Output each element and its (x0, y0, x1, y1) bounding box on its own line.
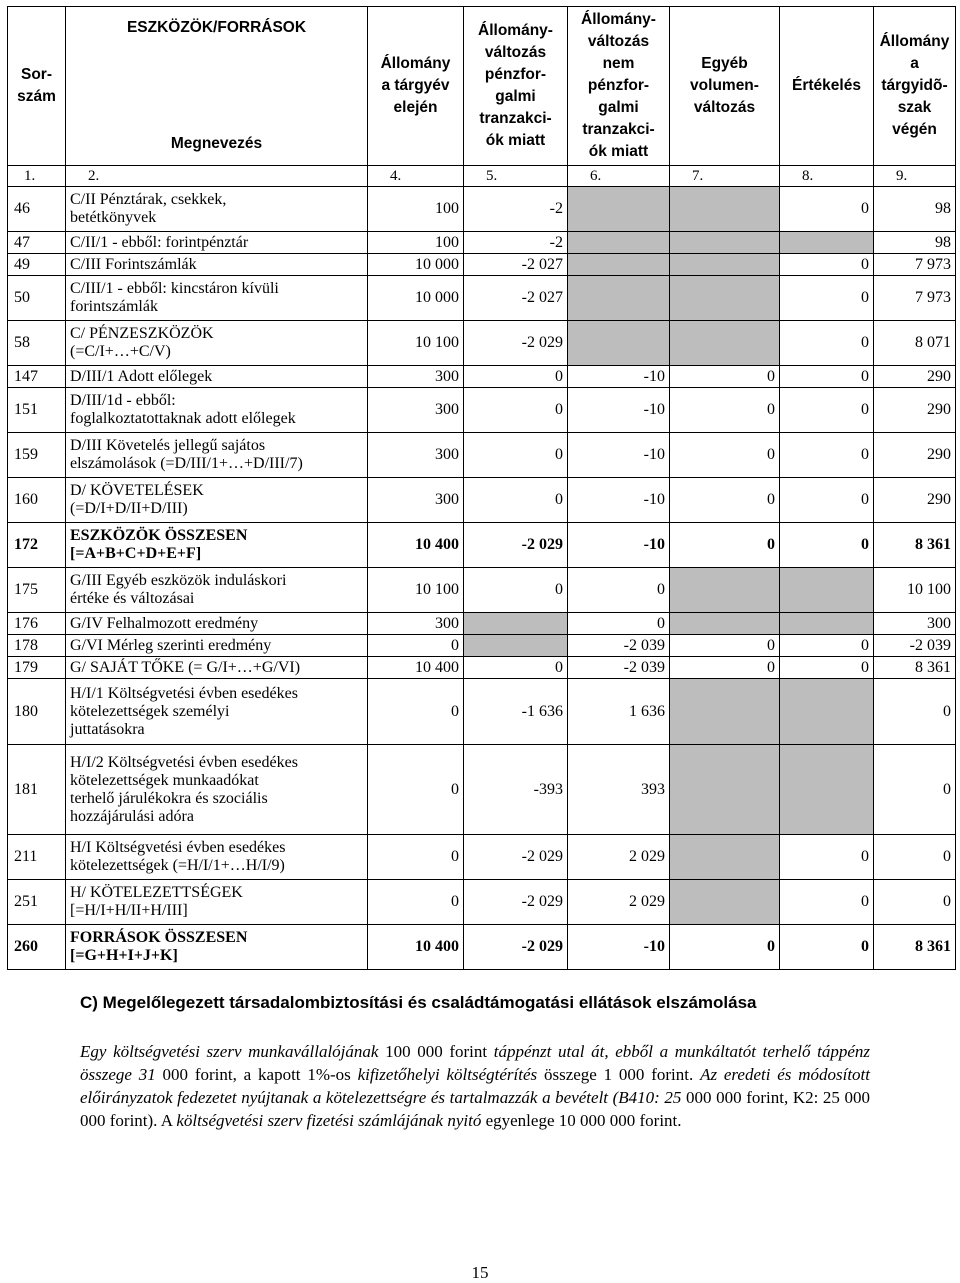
row-label: H/I/1 Költségvetési évben esedékes kötelezettségek személyi juttatásokra (66, 679, 368, 745)
cell-col9: 8 361 (874, 925, 956, 970)
cell-col5: 0 (464, 568, 568, 613)
cell-col4: 300 (368, 478, 464, 523)
cell-col9: 8 361 (874, 657, 956, 679)
cell-col9: 0 (874, 745, 956, 835)
table-row (8, 254, 956, 276)
cell-col6: 393 (568, 745, 670, 835)
colnum-7: 7. (670, 166, 780, 187)
cell-col6: 0 (568, 568, 670, 613)
cell-col8: 0 (780, 433, 874, 478)
para-s10: egyenlege 10 000 000 forint. (481, 1111, 682, 1130)
cell-col7 (670, 232, 780, 254)
cell-col6: -2 039 (568, 635, 670, 657)
cell-col5: 0 (464, 366, 568, 388)
table-row (8, 523, 956, 568)
cell-col7: 0 (670, 925, 780, 970)
colnum-2: 2. (66, 166, 368, 187)
cell-col4: 10 100 (368, 321, 464, 366)
cell-col5: 0 (464, 388, 568, 433)
cell-col9: 290 (874, 366, 956, 388)
row-number: 46 (8, 187, 66, 232)
row-number: 179 (8, 657, 66, 679)
cell-col9: 7 973 (874, 276, 956, 321)
cell-col9: 0 (874, 835, 956, 880)
cell-col7: 0 (670, 388, 780, 433)
para-s2: 100 000 forint (385, 1042, 494, 1061)
cell-col6 (568, 276, 670, 321)
section-heading: C) Megelőlegezett társadalombiztosítási és családtámogatási ellátások elszámolása (80, 993, 757, 1012)
cell-col8 (780, 679, 874, 745)
row-label: D/III/1 Adott előlegek (66, 366, 368, 388)
row-label: C/III Forintszámlák (66, 254, 368, 276)
colnum-9: 9. (874, 166, 956, 187)
cell-col4: 100 (368, 232, 464, 254)
cell-col7 (670, 745, 780, 835)
table-row (8, 657, 956, 679)
header-row (8, 7, 956, 166)
row-label: C/III/1 - ebből: kincstáron kívüli forintszámlák (66, 276, 368, 321)
cell-col6: -2 039 (568, 657, 670, 679)
cell-col4: 100 (368, 187, 464, 232)
cell-col9: 7 973 (874, 254, 956, 276)
cell-col8 (780, 745, 874, 835)
row-label: G/ SAJÁT TŐKE (= G/I+…+G/VI) (66, 657, 368, 679)
cell-col7: 0 (670, 523, 780, 568)
cell-col8: 0 (780, 366, 874, 388)
row-label: C/ PÉNZESZKÖZÖK (=C/I+…+C/V) (66, 321, 368, 366)
header-ertekeles: Értékelés (780, 7, 874, 166)
cell-col4: 10 100 (368, 568, 464, 613)
cell-col9: 10 100 (874, 568, 956, 613)
table-row (8, 232, 956, 254)
table-row (8, 433, 956, 478)
table-row (8, 679, 956, 745)
cell-col8: 0 (780, 657, 874, 679)
cell-col8: 0 (780, 835, 874, 880)
header-egyeb-volumen: Egyéb volumen- változás (670, 7, 780, 166)
cell-col4: 300 (368, 366, 464, 388)
cell-col6: -10 (568, 388, 670, 433)
cell-col8: 0 (780, 276, 874, 321)
cell-col5 (464, 613, 568, 635)
cell-col7: 0 (670, 635, 780, 657)
cell-col6 (568, 321, 670, 366)
row-label: FORRÁSOK ÖSSZESEN [=G+H+I+J+K] (66, 925, 368, 970)
row-number: 49 (8, 254, 66, 276)
cell-col9: 290 (874, 388, 956, 433)
row-label: D/III Követelés jellegű sajátos elszámolások (=D/III/1+…+D/III/7) (66, 433, 368, 478)
cell-col7: 0 (670, 366, 780, 388)
row-number: 160 (8, 478, 66, 523)
cell-col8: 0 (780, 523, 874, 568)
row-number: 251 (8, 880, 66, 925)
cell-col8: 0 (780, 388, 874, 433)
cell-col6: 2 029 (568, 835, 670, 880)
cell-col4: 0 (368, 835, 464, 880)
cell-col8: 0 (780, 925, 874, 970)
row-label: H/ KÖTELEZETTSÉGEK [=H/I+H/II+H/III] (66, 880, 368, 925)
table-row (8, 478, 956, 523)
cell-col9: 98 (874, 187, 956, 232)
cell-col4: 10 400 (368, 657, 464, 679)
balance-table (7, 6, 956, 970)
row-number: 178 (8, 635, 66, 657)
cell-col5: -2 029 (464, 925, 568, 970)
cell-col4: 10 000 (368, 276, 464, 321)
header-megnevezes-label: Megnevezés (170, 135, 263, 152)
table-row (8, 187, 956, 232)
cell-col7 (670, 254, 780, 276)
balance-table-container (7, 6, 955, 970)
cell-col5: -393 (464, 745, 568, 835)
header-eszkozok-forrasok: ESZKÖZÖK/FORRÁSOK (126, 19, 307, 36)
table-row (8, 745, 956, 835)
cell-col8 (780, 613, 874, 635)
row-label: H/I/2 Költségvetési évben esedékes kötelezettségek munkaadókat terhelő járulékokra és szociális hozzájárulási adóra (66, 745, 368, 835)
row-label: D/ KÖVETELÉSEK (=D/I+D/II+D/III) (66, 478, 368, 523)
row-number: 47 (8, 232, 66, 254)
row-label: C/II/1 - ebből: forintpénztár (66, 232, 368, 254)
cell-col5: -2 029 (464, 835, 568, 880)
row-number: 172 (8, 523, 66, 568)
cell-col9: 0 (874, 679, 956, 745)
para-s9: költségvetési szerv fizetési számlájának nyitó (176, 1111, 482, 1130)
table-row (8, 568, 956, 613)
cell-col9: 290 (874, 433, 956, 478)
cell-col5: -2 029 (464, 321, 568, 366)
para-s5: kifizetőhelyi költségtérítés (357, 1065, 538, 1084)
cell-col4: 300 (368, 613, 464, 635)
para-s1: Egy költségvetési szerv munkavállalójának (80, 1042, 386, 1061)
row-number: 176 (8, 613, 66, 635)
cell-col4: 0 (368, 745, 464, 835)
cell-col9: 300 (874, 613, 956, 635)
row-label: G/III Egyéb eszközök induláskori értéke és változásai (66, 568, 368, 613)
para-s6: összege 1 000 forint. (537, 1065, 701, 1084)
cell-col4: 10 400 (368, 925, 464, 970)
cell-col7 (670, 568, 780, 613)
header-megnevezes (66, 7, 368, 166)
cell-col5: -2 027 (464, 254, 568, 276)
row-number: 58 (8, 321, 66, 366)
header-allomany-vegen: Állomány a tárgyidõ- szak végén (874, 7, 956, 166)
cell-col7 (670, 187, 780, 232)
cell-col6: 1 636 (568, 679, 670, 745)
row-number: 175 (8, 568, 66, 613)
cell-col5: -2 (464, 187, 568, 232)
cell-col5: -2 029 (464, 880, 568, 925)
table-row (8, 321, 956, 366)
para-s4: 000 forint, a kapott 1%-os (162, 1065, 358, 1084)
cell-col6: -10 (568, 433, 670, 478)
row-label: G/IV Felhalmozott eredmény (66, 613, 368, 635)
cell-col8: 0 (780, 254, 874, 276)
row-label: ESZKÖZÖK ÖSSZESEN [=A+B+C+D+E+F] (66, 523, 368, 568)
cell-col9: 8 361 (874, 523, 956, 568)
cell-col4: 300 (368, 433, 464, 478)
cell-col4: 10 400 (368, 523, 464, 568)
cell-col4: 0 (368, 880, 464, 925)
cell-col7: 0 (670, 657, 780, 679)
cell-col5: -2 027 (464, 276, 568, 321)
row-label: C/II Pénztárak, csekkek, betétkönyvek (66, 187, 368, 232)
cell-col6: -10 (568, 925, 670, 970)
column-number-row (8, 166, 956, 187)
cell-col8: 0 (780, 478, 874, 523)
cell-col5: 0 (464, 433, 568, 478)
row-label: D/III/1d - ebből: foglalkoztatottaknak adott előlegek (66, 388, 368, 433)
table-row (8, 366, 956, 388)
cell-col8 (780, 232, 874, 254)
header-nem-penzforgalmi: Állomány- változás nem pénzfor- galmi tranzakci- ók miatt (568, 7, 670, 166)
cell-col9: 8 071 (874, 321, 956, 366)
header-sorszam: Sor- szám (8, 7, 66, 166)
row-number: 159 (8, 433, 66, 478)
row-number: 181 (8, 745, 66, 835)
cell-col9: 0 (874, 880, 956, 925)
row-label: H/I Költségvetési évben esedékes kötelezettségek (=H/I/1+…H/I/9) (66, 835, 368, 880)
cell-col6 (568, 187, 670, 232)
colnum-6: 6. (568, 166, 670, 187)
cell-col5: -1 636 (464, 679, 568, 745)
example-paragraph (80, 1040, 870, 1132)
cell-col6: -10 (568, 523, 670, 568)
cell-col8 (780, 568, 874, 613)
cell-col7 (670, 276, 780, 321)
cell-col6 (568, 232, 670, 254)
cell-col8: 0 (780, 321, 874, 366)
cell-col9: 290 (874, 478, 956, 523)
header-penzforgalmi: Állomány- változás pénzfor- galmi tranzakci- ók miatt (464, 7, 568, 166)
cell-col6 (568, 254, 670, 276)
table-row (8, 388, 956, 433)
header-allomany-elejen: Állomány a tárgyév elején (368, 7, 464, 166)
table-row (8, 635, 956, 657)
cell-col4: 0 (368, 679, 464, 745)
row-number: 147 (8, 366, 66, 388)
row-number: 180 (8, 679, 66, 745)
cell-col6: 2 029 (568, 880, 670, 925)
table-row (8, 880, 956, 925)
colnum-1: 1. (8, 166, 66, 187)
cell-col7 (670, 835, 780, 880)
table-row (8, 925, 956, 970)
cell-col7 (670, 321, 780, 366)
cell-col5: 0 (464, 478, 568, 523)
row-label: G/VI Mérleg szerinti eredmény (66, 635, 368, 657)
cell-col8: 0 (780, 635, 874, 657)
para-s7: Az eredeti és módosított előirányzatok fedezetet nyújtanak a kötelezettségre és tartalmazzák a bevételt (B410: 25 (80, 1065, 870, 1107)
cell-col6: -10 (568, 366, 670, 388)
cell-col8: 0 (780, 187, 874, 232)
cell-col7: 0 (670, 478, 780, 523)
cell-col5 (464, 635, 568, 657)
colnum-4: 4. (368, 166, 464, 187)
colnum-8: 8. (780, 166, 874, 187)
cell-col7 (670, 679, 780, 745)
cell-col8: 0 (780, 880, 874, 925)
cell-col4: 300 (368, 388, 464, 433)
cell-col4: 10 000 (368, 254, 464, 276)
cell-col7 (670, 613, 780, 635)
cell-col7: 0 (670, 433, 780, 478)
cell-col9: -2 039 (874, 635, 956, 657)
cell-col4: 0 (368, 635, 464, 657)
row-number: 151 (8, 388, 66, 433)
row-number: 260 (8, 925, 66, 970)
cell-col5: -2 029 (464, 523, 568, 568)
row-number: 211 (8, 835, 66, 880)
para-s8: 000 000 forint, K2: 25 000 000 forint). A (80, 1088, 870, 1130)
cell-col6: -10 (568, 478, 670, 523)
para-s3: táppénzt utal át, ebből a munkáltatót terhelő táppénz összege 31 (80, 1042, 870, 1084)
row-number: 50 (8, 276, 66, 321)
table-row (8, 835, 956, 880)
cell-col5: -2 (464, 232, 568, 254)
cell-col9: 98 (874, 232, 956, 254)
table-row (8, 613, 956, 635)
cell-col6: 0 (568, 613, 670, 635)
page-number: 15 (471, 1263, 489, 1282)
cell-col7 (670, 880, 780, 925)
colnum-5: 5. (464, 166, 568, 187)
cell-col5: 0 (464, 657, 568, 679)
table-row (8, 276, 956, 321)
